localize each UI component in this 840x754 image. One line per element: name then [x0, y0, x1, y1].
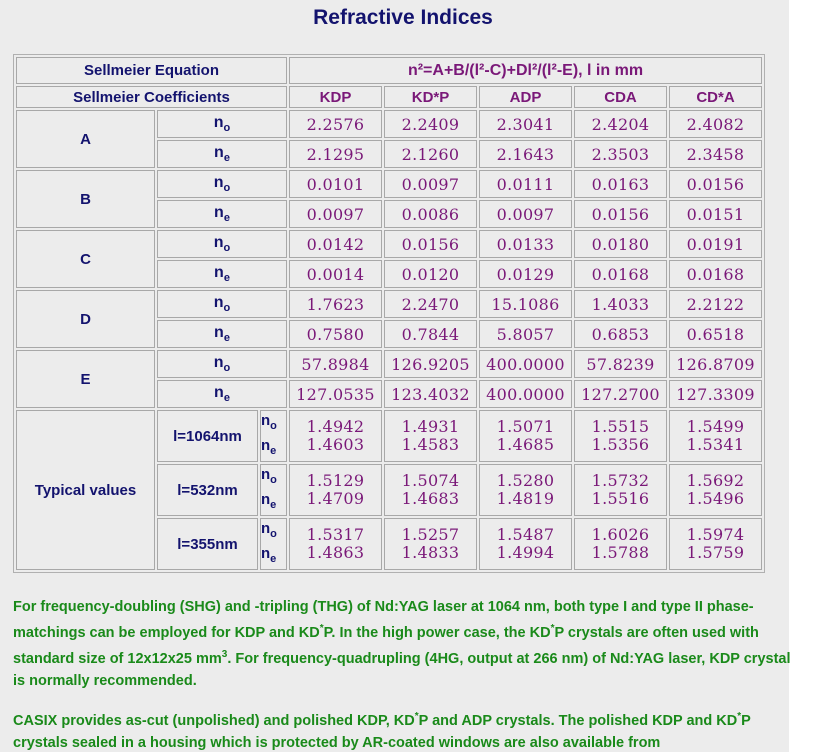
typical-ne-value: 1.4709 [306, 489, 365, 508]
wavelength-label: l=1064nm [157, 410, 258, 462]
wavelength-label: l=532nm [157, 464, 258, 516]
coefficient-label-c: C [16, 230, 155, 288]
value-cell: 126.8709 [669, 350, 762, 378]
typical-values-label: Typical values [16, 410, 155, 570]
index-n: n [261, 545, 271, 562]
value-cell: 127.3309 [669, 380, 762, 408]
value-cell: 126.9205 [384, 350, 477, 378]
value-cell: 0.6853 [574, 320, 667, 348]
typical-ne-value: 1.4583 [401, 435, 460, 454]
index-subscript: e [223, 152, 230, 165]
value-cell: 0.6518 [669, 320, 762, 348]
index-n: n [213, 113, 224, 131]
index-subscript: e [223, 272, 230, 285]
index-subscript: o [223, 122, 231, 135]
typical-value-cell [669, 464, 762, 516]
value-cell: 0.7580 [289, 320, 382, 348]
index-no [261, 412, 277, 432]
index-subscript: e [223, 392, 230, 405]
value-cell: 57.8984 [289, 350, 382, 378]
value-cell: 0.0151 [669, 200, 762, 228]
value-cell: 0.0142 [289, 230, 382, 258]
value-cell: 0.0101 [289, 170, 382, 198]
typical-ne-value: 1.4994 [496, 543, 555, 562]
index-subscript: e [270, 445, 277, 457]
index-label-ne [157, 320, 287, 348]
index-n: n [261, 412, 271, 429]
typical-no-value: 1.5487 [496, 525, 555, 544]
value-cell: 0.0163 [574, 170, 667, 198]
value-cell: 0.0156 [669, 170, 762, 198]
index-subscript: o [223, 182, 231, 195]
index-no [213, 353, 231, 375]
typical-ne-value: 1.4683 [401, 489, 460, 508]
index-n: n [213, 233, 224, 251]
typical-ne-value: 1.4833 [401, 543, 460, 562]
typical-ne-value: 1.4603 [306, 435, 365, 454]
coefficient-label-b: B [16, 170, 155, 228]
index-n: n [214, 143, 224, 161]
shg-thg-paragraph: For frequency-doubling (SHG) and -tripling (THG) of Nd:YAG laser at 1064 nm, both type I and type II phase-matchings can be employed for KDP and KD*P. In the high power case, the KD*P crystals are often used with standard size of 12x12x25 $mm^3$. For frequency-quadrupling (4HG, output at 266 nm) of Nd:YAG laser, KDP crystal is normally recommended. [13, 599, 791, 689]
typical-index-labels [260, 464, 287, 516]
index-n: n [214, 383, 224, 401]
typical-no-value: 1.5974 [686, 525, 745, 544]
index-subscript: e [270, 553, 277, 565]
typical-ne-value: 1.4819 [496, 489, 555, 508]
typical-value-cell [384, 518, 477, 570]
value-cell: 0.0097 [479, 200, 572, 228]
sellmeier-equation-label: Sellmeier Equation [16, 57, 287, 84]
value-cell: 0.0168 [669, 260, 762, 288]
value-cell: 2.2122 [669, 290, 762, 318]
index-subscript: e [223, 332, 230, 345]
refractive-indices-table [13, 54, 765, 573]
index-n: n [213, 173, 224, 191]
value-cell: 15.1086 [479, 290, 572, 318]
value-cell: 2.2470 [384, 290, 477, 318]
index-ne [261, 491, 277, 511]
index-label-no [157, 170, 287, 198]
index-label-ne [157, 140, 287, 168]
typical-value-cell [289, 464, 382, 516]
typical-no-value: 1.5257 [401, 525, 460, 544]
index-no [261, 520, 277, 540]
value-cell: 0.0180 [574, 230, 667, 258]
typical-value-cell [479, 410, 572, 462]
typical-no-value: 1.5692 [686, 471, 745, 490]
index-label-ne [157, 260, 287, 288]
value-cell: 400.0000 [479, 380, 572, 408]
typical-value-cell [669, 518, 762, 570]
index-no [213, 233, 231, 255]
index-subscript: o [270, 474, 277, 486]
value-cell: 2.3458 [669, 140, 762, 168]
index-label-no [157, 110, 287, 138]
sellmeier-equation [289, 57, 762, 84]
index-n: n [261, 520, 271, 537]
typical-no-value: 1.5280 [496, 471, 555, 490]
typical-value-cell [574, 464, 667, 516]
value-cell: 2.3503 [574, 140, 667, 168]
value-cell: 400.0000 [479, 350, 572, 378]
value-cell: 57.8239 [574, 350, 667, 378]
index-no [261, 466, 277, 486]
typical-ne-value: 1.5759 [686, 543, 745, 562]
typical-value-cell [574, 410, 667, 462]
value-cell: 2.2409 [384, 110, 477, 138]
coefficient-label-e: E [16, 350, 155, 408]
typical-ne-value: 1.4685 [496, 435, 555, 454]
index-label-ne [157, 380, 287, 408]
crystal-header-cda: CDA [574, 86, 667, 108]
typical-ne-value: 1.5356 [591, 435, 650, 454]
typical-ne-value: 1.4863 [306, 543, 365, 562]
typical-no-value: 1.5732 [591, 471, 650, 490]
index-ne [214, 323, 230, 345]
index-subscript: o [223, 242, 231, 255]
index-n: n [213, 353, 224, 371]
value-cell: 2.1643 [479, 140, 572, 168]
value-cell: 5.8057 [479, 320, 572, 348]
value-cell: 0.0014 [289, 260, 382, 288]
index-ne [214, 263, 230, 285]
typical-value-cell [384, 464, 477, 516]
value-cell: 0.0097 [289, 200, 382, 228]
typical-value-cell [289, 410, 382, 462]
typical-index-labels [260, 518, 287, 570]
typical-no-value: 1.4942 [306, 417, 365, 436]
typical-value-cell [669, 410, 762, 462]
typical-value-cell [574, 518, 667, 570]
index-ne [214, 143, 230, 165]
value-cell: 2.2576 [289, 110, 382, 138]
typical-no-value: 1.5317 [306, 525, 365, 544]
value-cell: 123.4032 [384, 380, 477, 408]
index-n: n [261, 491, 271, 508]
index-subscript: o [223, 362, 231, 375]
typical-no-value: 1.5129 [306, 471, 365, 490]
wavelength-label: l=355nm [157, 518, 258, 570]
value-cell: 0.0133 [479, 230, 572, 258]
index-no [213, 293, 231, 315]
crystal-header-cd-stara: CD*A [669, 86, 762, 108]
index-subscript: o [270, 528, 277, 540]
typical-value-cell [479, 464, 572, 516]
value-cell: 0.0120 [384, 260, 477, 288]
value-cell: 1.7623 [289, 290, 382, 318]
typical-ne-value: 1.5788 [591, 543, 650, 562]
value-cell: 0.0168 [574, 260, 667, 288]
coefficient-label-d: D [16, 290, 155, 348]
value-cell: 0.0156 [384, 230, 477, 258]
typical-ne-value: 1.5341 [686, 435, 745, 454]
value-cell: 0.0111 [479, 170, 572, 198]
typical-value-cell [479, 518, 572, 570]
value-cell: 0.0086 [384, 200, 477, 228]
typical-no-value: 1.5074 [401, 471, 460, 490]
typical-no-value: 1.5515 [591, 417, 650, 436]
coefficient-label-a: A [16, 110, 155, 168]
index-label-no [157, 290, 287, 318]
index-label-no [157, 230, 287, 258]
index-subscript: e [223, 212, 230, 225]
typical-no-value: 1.6026 [591, 525, 650, 544]
page-title: Refractive Indices [313, 6, 493, 29]
index-n: n [213, 293, 224, 311]
sellmeier-coefficients-label: Sellmeier Coefficients [16, 86, 287, 108]
typical-ne-value: 1.5496 [686, 489, 745, 508]
crystal-header-adp: ADP [479, 86, 572, 108]
value-cell: 0.7844 [384, 320, 477, 348]
index-n: n [261, 437, 271, 454]
equation-text: n²=A+B/(l²-C)+Dl²/(l²-E), l in mm [407, 61, 644, 79]
value-cell: 2.1295 [289, 140, 382, 168]
value-cell: 127.0535 [289, 380, 382, 408]
index-n: n [214, 263, 224, 281]
crystal-header-kd-starp: KD*P [384, 86, 477, 108]
typical-no-value: 1.4931 [401, 417, 460, 436]
crystal-header-kdp: KDP [289, 86, 382, 108]
typical-no-value: 1.5071 [496, 417, 555, 436]
value-cell: 2.4082 [669, 110, 762, 138]
typical-value-cell [384, 410, 477, 462]
index-no [213, 113, 231, 135]
index-label-ne [157, 200, 287, 228]
typical-no-value: 1.5499 [686, 417, 745, 436]
casix-paragraph: CASIX provides as-cut (unpolished) and polished KDP, KD*P and ADP crystals. The polished KDP and KD*P crystals sealed in a housing which is protected by AR-coated windows are also available from [13, 711, 751, 751]
typical-index-labels [260, 410, 287, 462]
value-cell: 0.0097 [384, 170, 477, 198]
value-cell: 0.0129 [479, 260, 572, 288]
index-n: n [261, 466, 271, 483]
index-label-no [157, 350, 287, 378]
typical-ne-value: 1.5516 [591, 489, 650, 508]
index-ne [214, 383, 230, 405]
index-ne [214, 203, 230, 225]
value-cell: 2.1260 [384, 140, 477, 168]
value-cell: 2.3041 [479, 110, 572, 138]
value-cell: 127.2700 [574, 380, 667, 408]
value-cell: 1.4033 [574, 290, 667, 318]
value-cell: 0.0156 [574, 200, 667, 228]
index-subscript: o [223, 302, 231, 315]
index-n: n [214, 323, 224, 341]
value-cell: 2.4204 [574, 110, 667, 138]
typical-value-cell [289, 518, 382, 570]
index-n: n [214, 203, 224, 221]
index-ne [261, 437, 277, 457]
index-subscript: e [270, 499, 277, 511]
index-subscript: o [270, 420, 277, 432]
index-no [213, 173, 231, 195]
index-ne [261, 545, 277, 565]
value-cell: 0.0191 [669, 230, 762, 258]
